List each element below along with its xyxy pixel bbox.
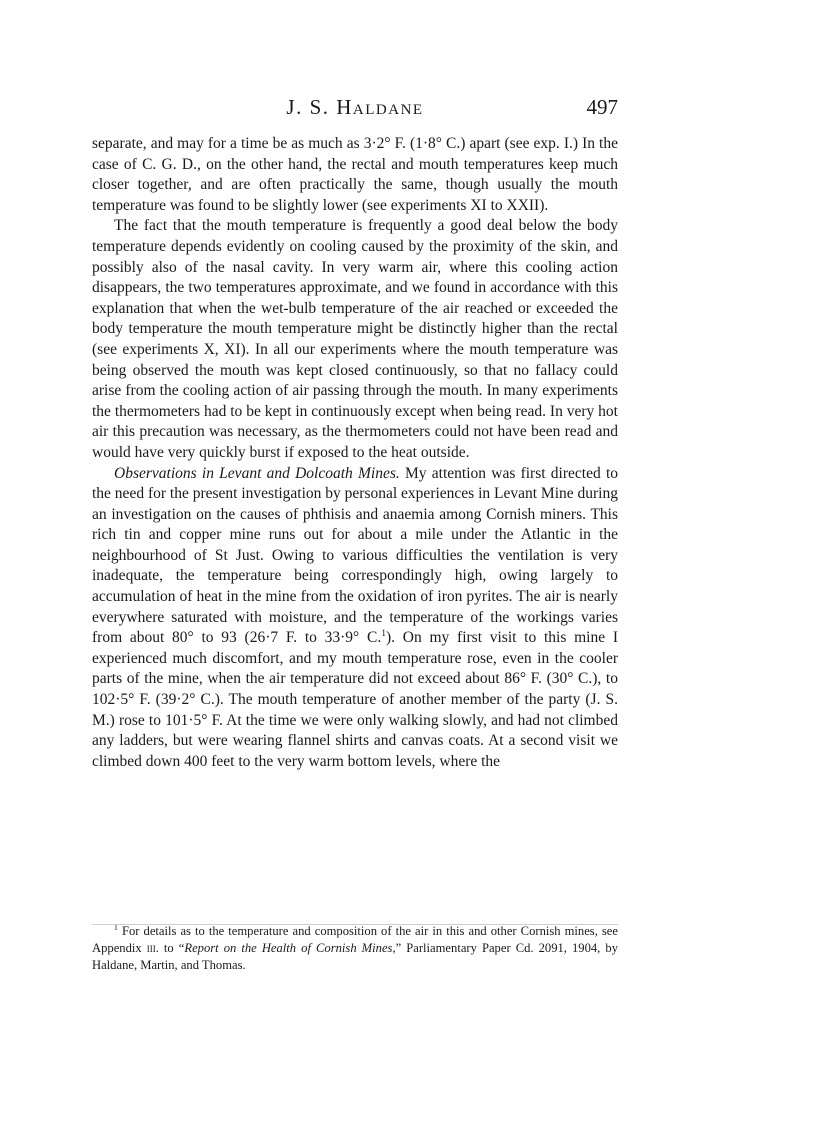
footnote-report-title: Report on the Health of Cornish Mines, xyxy=(184,941,396,956)
paragraph-3 xyxy=(92,464,618,773)
paragraph-1: separate, and may for a time be as much as 3·2° F. (1·8° C.) apart (see exp. I.) In the case of C. G. D., on the other hand, the rectal and mouth temperatures keep much closer together, and are often practically the same, though usually the mouth temperature was found to be slightly lower (see experiments XI to XXII). xyxy=(92,135,618,214)
footnote-mark: 1 xyxy=(114,922,118,932)
footnote-reference[interactable]: 1 xyxy=(381,628,387,640)
paragraph-2: The fact that the mouth temperature is frequently a good deal below the body temperature depends evidently on cooling caused by the proximity of the skin, and possibly also of the nasal cavity. In very warm air, where this cooling action disappears, the two temperatures approximate, and we found in accordance with this explanation that when the wet-bulb temperature of the air reached or exceeded the body temperature the mouth temperature might be distinctly higher than the rectal (see experiments X, XI). In all our experiments where the mouth temperature was being observed the mouth was kept closed continuously, so that no fallacy could arise from the cooling action of air passing through the mouth. In many experiments the thermometers had to be kept in continuously except when being read. In very hot air this precaution was necessary, as the thermometers could not have been read and would have very quickly burst if exposed to the heat outside. xyxy=(92,217,618,461)
footnote-appendix: iii. xyxy=(146,941,159,956)
footnote-text-a: For details as to the temperature and composition of the air in this and other Cornish mines, see Appendix xyxy=(92,924,618,956)
body-text xyxy=(92,134,618,772)
running-head: J. S. Haldane xyxy=(286,95,424,119)
section-heading: Observations in Levant and Dolcoath Mines. xyxy=(114,464,400,482)
page-header xyxy=(92,95,618,125)
footnote-text-c: ” Parliamentary Paper Cd. 2091, 1904, by Haldane, Martin, and Thomas. xyxy=(92,941,618,973)
paragraph-3-text-b: ). On my first visit to this mine I experienced much discomfort, and my mouth temperature rose, even in the cooler parts of the mine, when the air temperature did not exceed about 86° F. (30° C.), to 102·5° F. (39·2° C.). The mouth temperature of another member of the party (J. S. M.) rose to 101·5° F. At the time we were only walking slowly, and had not climbed any ladders, but were wearing flannel shirts and canvas coats. At a second visit we climbed down 400 feet to the very warm bottom levels, where the xyxy=(92,629,619,770)
footnote xyxy=(92,923,618,975)
footnote-text-b: to “ xyxy=(158,941,185,956)
paragraph-3-text-a: My attention was first directed to the need for the present investigation by personal experiences in Levant Mine during an investigation on the causes of phthisis and anaemia among Cornish miners. This rich tin and copper mine runs out for about a mile under the Atlantic in the neighbourhood of St Just. Owing to various difficulties the ventilation is very inadequate, the temperature being correspondingly high, owing largely to accumulation of heat in the mine from the oxidation of iron pyrites. The air is nearly everywhere saturated with moisture, and the temperature of the workings varies from about 80° to 93 (26·7 F. to 33·9° C. xyxy=(92,464,618,647)
page-number: 497 xyxy=(586,95,618,119)
